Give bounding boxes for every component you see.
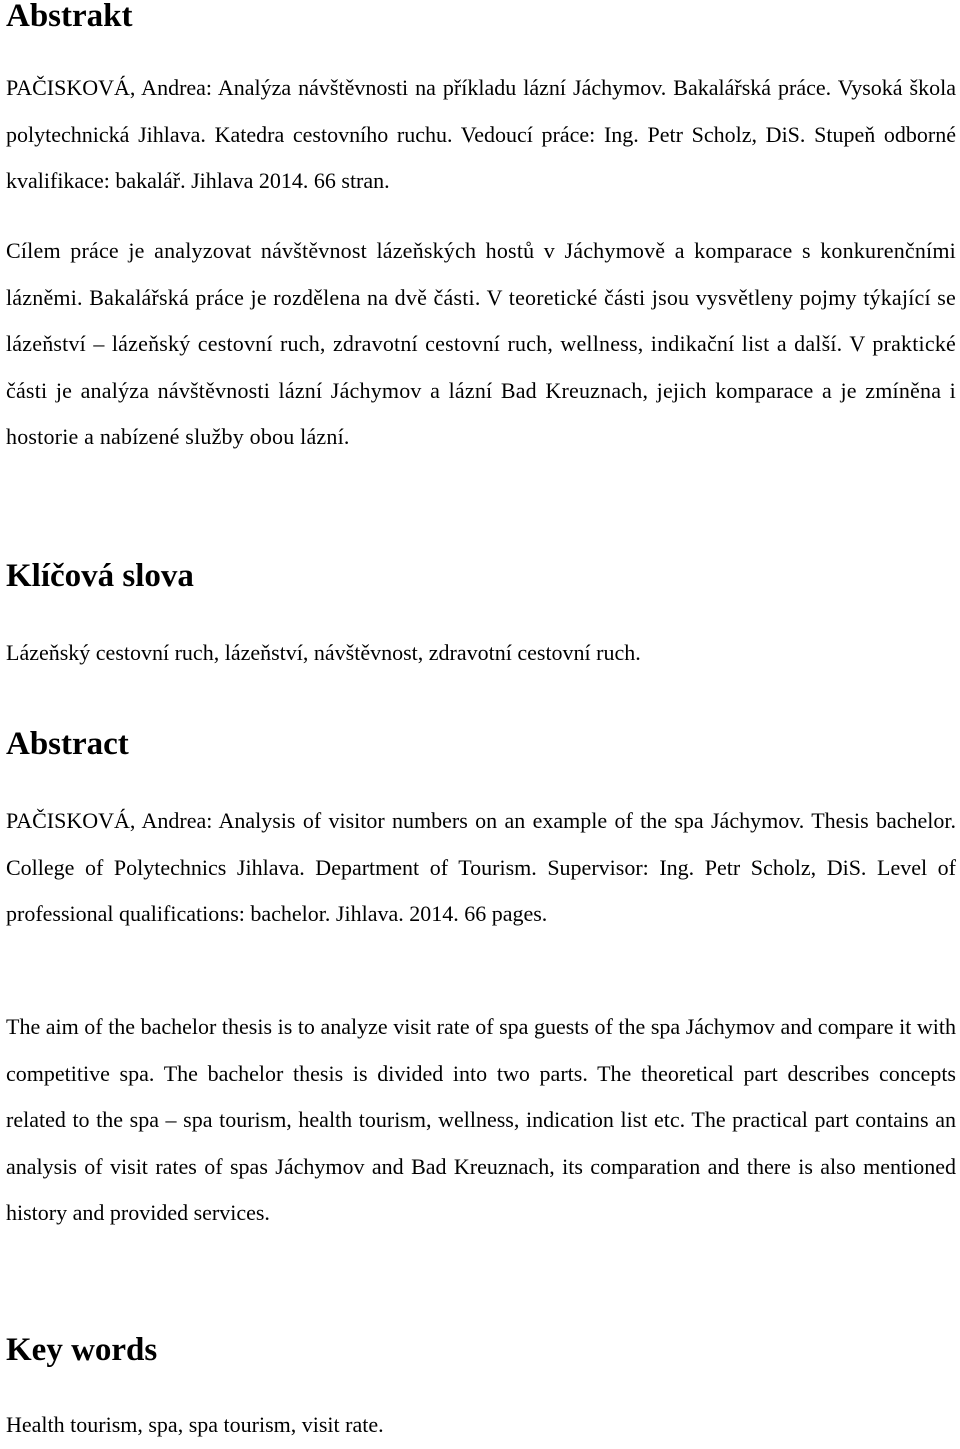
- english-citation: PAČISKOVÁ, Andrea: Analysis of visitor numbers on an example of the spa Jáchymov. Thesis bachelor. College of Polytechnics Jihlava. Department of Tourism. Supervisor: Ing. Petr Scholz, DiS. Level of professional qualifications: bachelor. Jihlava. 2014. 66 pages.: [6, 808, 956, 926]
- czech-abstract-body: Cílem práce je analyzovat návštěvnost lázeňských hostů v Jáchymově a komparace s konkurenčními lázněmi. Bakalářská práce je rozdělena na dvě části. V teoretické části jsou vysvětleny pojmy týkající se lázeňství – lázeňský cestovní ruch, zdravotní cestovní ruch, wellness, indikační list a další. V praktické části je analýza návštěvnosti lázní Jáchymov a lázní Bad Kreuznach, jejich komparace a je zmíněna i hostorie a nabízené služby obou lázní.: [6, 238, 956, 449]
- key-words-heading: Key words: [6, 1332, 158, 1368]
- klicova-slova-heading: Klíčová slova: [6, 558, 194, 594]
- czech-keywords: Lázeňský cestovní ruch, lázeňství, návštěvnost, zdravotní cestovní ruch.: [6, 640, 641, 665]
- english-abstract-body: The aim of the bachelor thesis is to analyze visit rate of spa guests of the spa Jáchymov and compare it with competitive spa. The bachelor thesis is divided into two parts. The theoretical part describes concepts related to the spa – spa tourism, health tourism, wellness, indication list etc. The practical part contains an analysis of visit rates of spas Jáchymov and Bad Kreuznach, its comparation and there is also mentioned history and provided services.: [6, 1014, 956, 1225]
- abstrakt-heading: Abstrakt: [6, 0, 133, 34]
- czech-citation: PAČISKOVÁ, Andrea: Analýza návštěvnosti na příkladu lázní Jáchymov. Bakalářská práce. Vysoká škola polytechnická Jihlava. Katedra cestovního ruchu. Vedoucí práce: Ing. Petr Scholz, DiS. Stupeň odborné kvalifikace: bakalář. Jihlava 2014. 66 stran.: [6, 75, 956, 193]
- abstract-heading: Abstract: [6, 726, 129, 762]
- english-keywords: Health tourism, spa, spa tourism, visit rate.: [6, 1412, 384, 1437]
